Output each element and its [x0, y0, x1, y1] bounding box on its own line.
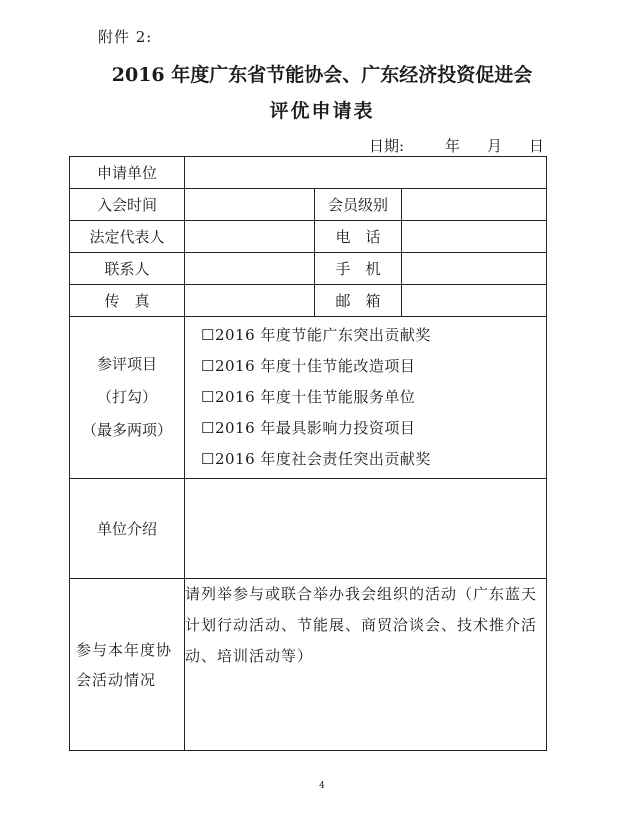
intro-label: 单位介绍	[70, 479, 185, 579]
option-row[interactable]	[185, 320, 546, 351]
checkbox-icon[interactable]: ☐	[201, 326, 215, 344]
join-time-field[interactable]	[185, 189, 315, 221]
mobile-label: 手 机	[315, 253, 402, 285]
table-row	[70, 157, 547, 189]
project-options	[185, 317, 547, 479]
email-label: 邮 箱	[315, 285, 402, 317]
participation-field[interactable]	[185, 579, 547, 751]
option-row[interactable]	[185, 351, 546, 382]
option-row[interactable]	[185, 444, 546, 475]
join-time-label: 入会时间	[70, 189, 185, 221]
date-month-label: 月	[487, 137, 503, 155]
option-label: 2016 年度十佳节能改造项目	[214, 357, 416, 375]
form-subtitle: 评优申请表	[269, 100, 375, 122]
option-label: 2016 年度十佳节能服务单位	[214, 388, 416, 406]
checkbox-icon[interactable]: ☐	[201, 419, 215, 437]
table-row	[70, 317, 547, 479]
checkbox-icon[interactable]: ☐	[201, 450, 215, 468]
applicant-label: 申请单位	[70, 157, 185, 189]
date-day-label: 日	[529, 137, 545, 155]
mobile-field[interactable]	[402, 253, 547, 285]
date-label: 日期:	[369, 137, 405, 155]
table-row	[70, 479, 547, 579]
application-form-table	[69, 156, 547, 751]
legal-rep-label: 法定代表人	[70, 221, 185, 253]
contact-field[interactable]	[185, 253, 315, 285]
fax-label: 传 真	[70, 285, 185, 317]
phone-label: 电 话	[315, 221, 402, 253]
attachment-label: 附件 2:	[98, 28, 153, 46]
table-row	[70, 221, 547, 253]
applicant-field[interactable]	[185, 157, 547, 189]
option-row[interactable]	[185, 382, 546, 413]
project-label-cell	[70, 317, 185, 479]
project-label-limit: （最多两项）	[81, 421, 172, 439]
option-row[interactable]	[185, 413, 546, 444]
option-label: 2016 年最具影响力投资项目	[214, 419, 416, 437]
table-row	[70, 285, 547, 317]
intro-field[interactable]	[185, 479, 547, 579]
page-number: 4	[319, 781, 325, 791]
member-level-label: 会员级别	[315, 189, 402, 221]
checkbox-icon[interactable]: ☐	[201, 357, 215, 375]
option-label: 2016 年度节能广东突出贡献奖	[214, 326, 431, 344]
participation-label: 参与本年度协会活动情况	[70, 579, 185, 751]
table-row	[70, 579, 547, 751]
member-level-field[interactable]	[402, 189, 547, 221]
date-year-label: 年	[445, 137, 461, 155]
email-field[interactable]	[402, 285, 547, 317]
table-row	[70, 189, 547, 221]
phone-field[interactable]	[402, 221, 547, 253]
fax-field[interactable]	[185, 285, 315, 317]
form-title: 2016 年度广东省节能协会、广东经济投资促进会	[111, 64, 533, 86]
project-label-note: （打勾）	[96, 388, 157, 406]
table-row	[70, 253, 547, 285]
participation-hint: 请列举参与或联合举办我会组织的活动（广东蓝天计划行动活动、节能展、商贸洽谈会、技术推介活动、培训活动等）	[185, 585, 538, 665]
checkbox-icon[interactable]: ☐	[201, 388, 215, 406]
project-label: 参评项目	[96, 355, 157, 373]
option-label: 2016 年度社会责任突出贡献奖	[214, 450, 431, 468]
legal-rep-field[interactable]	[185, 221, 315, 253]
contact-label: 联系人	[70, 253, 185, 285]
